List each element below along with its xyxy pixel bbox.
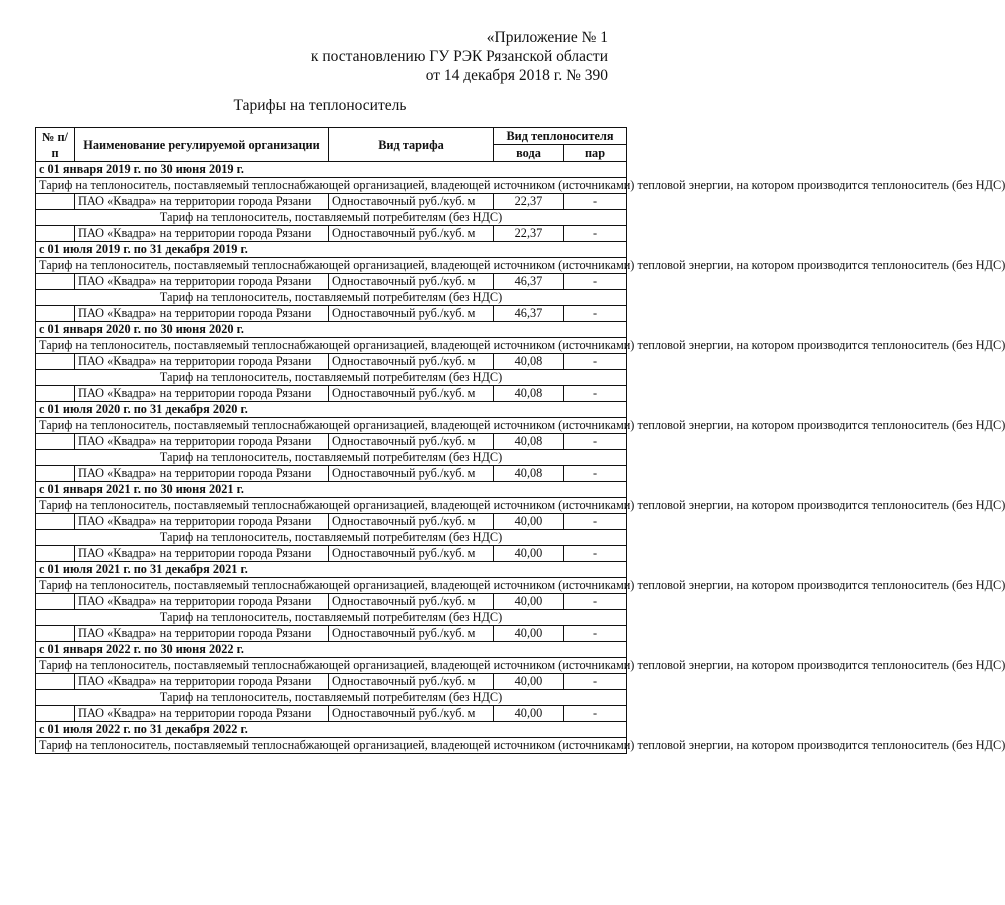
- tariff-type-cell: Одноставочный руб./куб. м: [329, 626, 494, 642]
- table-row: [36, 306, 627, 322]
- steam-value-cell: -: [564, 194, 627, 210]
- description-row: [36, 290, 627, 306]
- header-type: Вид тарифа: [329, 128, 494, 162]
- row-number-cell: [36, 466, 75, 482]
- own-source-description: Тариф на теплоноситель, поставляемый теплоснабжающей организацией, владеющей источником (источниками) тепловой энергии, на котором производится теплоноситель (без НДС): [36, 338, 627, 354]
- steam-value-cell: -: [564, 706, 627, 722]
- consumers-description: Тариф на теплоноситель, поставляемый потребителям (без НДС): [36, 370, 627, 386]
- steam-value-cell: -: [564, 274, 627, 290]
- table-row: [36, 626, 627, 642]
- period-label: с 01 января 2019 г. по 30 июня 2019 г.: [36, 162, 627, 178]
- water-value-cell: 40,00: [494, 594, 564, 610]
- tariff-type-cell: Одноставочный руб./куб. м: [329, 354, 494, 370]
- steam-value-cell: -: [564, 306, 627, 322]
- period-label: с 01 января 2021 г. по 30 июня 2021 г.: [36, 482, 627, 498]
- table-row: [36, 594, 627, 610]
- description-row: [36, 738, 627, 754]
- tariff-type-cell: Одноставочный руб./куб. м: [329, 194, 494, 210]
- tariff-type-cell: Одноставочный руб./куб. м: [329, 514, 494, 530]
- period-row: [36, 162, 627, 178]
- tariff-type-cell: Одноставочный руб./куб. м: [329, 706, 494, 722]
- row-number-cell: [36, 546, 75, 562]
- table-row: [36, 194, 627, 210]
- description-row: [36, 578, 627, 594]
- description-row: [36, 370, 627, 386]
- water-value-cell: 40,00: [494, 626, 564, 642]
- org-name-cell: ПАО «Квадра» на территории города Рязани: [75, 434, 329, 450]
- consumers-description: Тариф на теплоноситель, поставляемый потребителям (без НДС): [36, 450, 627, 466]
- row-number-cell: [36, 674, 75, 690]
- period-label: с 01 июля 2021 г. по 31 декабря 2021 г.: [36, 562, 627, 578]
- steam-value-cell: -: [564, 546, 627, 562]
- row-number-cell: [36, 434, 75, 450]
- water-value-cell: 40,00: [494, 706, 564, 722]
- row-number-cell: [36, 274, 75, 290]
- water-value-cell: 40,08: [494, 386, 564, 402]
- consumers-description: Тариф на теплоноситель, поставляемый потребителям (без НДС): [36, 210, 627, 226]
- steam-value-cell: -: [564, 226, 627, 242]
- header-num: № п/п: [36, 128, 75, 162]
- org-name-cell: ПАО «Квадра» на территории города Рязани: [75, 546, 329, 562]
- table-row: [36, 226, 627, 242]
- row-number-cell: [36, 514, 75, 530]
- header-water: вода: [494, 145, 564, 162]
- table-row: [36, 546, 627, 562]
- steam-value-cell: -: [564, 386, 627, 402]
- description-row: [36, 530, 627, 546]
- description-row: [36, 610, 627, 626]
- row-number-cell: [36, 594, 75, 610]
- period-row: [36, 402, 627, 418]
- table-row: [36, 674, 627, 690]
- table-row: [36, 514, 627, 530]
- steam-value-cell: -: [564, 594, 627, 610]
- water-value-cell: 40,00: [494, 514, 564, 530]
- period-label: с 01 января 2020 г. по 30 июня 2020 г.: [36, 322, 627, 338]
- period-row: [36, 722, 627, 738]
- description-row: [36, 450, 627, 466]
- consumers-description: Тариф на теплоноситель, поставляемый потребителям (без НДС): [36, 690, 627, 706]
- appendix-line: «Приложение № 1: [486, 29, 608, 46]
- tariff-table: [35, 127, 1005, 754]
- row-number-cell: [36, 386, 75, 402]
- tariff-type-cell: Одноставочный руб./куб. м: [329, 546, 494, 562]
- row-number-cell: [36, 354, 75, 370]
- description-row: [36, 178, 627, 194]
- table-row: [36, 466, 627, 482]
- table-body: [36, 162, 1005, 754]
- description-row: [36, 210, 627, 226]
- row-number-cell: [36, 706, 75, 722]
- steam-value-cell: -: [564, 674, 627, 690]
- table-header: [36, 128, 627, 162]
- period-row: [36, 322, 627, 338]
- period-row: [36, 242, 627, 258]
- org-name-cell: ПАО «Квадра» на территории города Рязани: [75, 706, 329, 722]
- tariff-type-cell: Одноставочный руб./куб. м: [329, 226, 494, 242]
- org-name-cell: ПАО «Квадра» на территории города Рязани: [75, 626, 329, 642]
- org-name-cell: ПАО «Квадра» на территории города Рязани: [75, 386, 329, 402]
- table-row: [36, 386, 627, 402]
- period-label: с 01 июля 2019 г. по 31 декабря 2019 г.: [36, 242, 627, 258]
- water-value-cell: 22,37: [494, 194, 564, 210]
- period-label: с 01 июля 2022 г. по 31 декабря 2022 г.: [36, 722, 627, 738]
- period-row: [36, 562, 627, 578]
- tariff-type-cell: Одноставочный руб./куб. м: [329, 594, 494, 610]
- steam-value-cell: -: [564, 354, 627, 370]
- water-value-cell: 22,37: [494, 226, 564, 242]
- tariff-type-cell: Одноставочный руб./куб. м: [329, 274, 494, 290]
- org-name-cell: ПАО «Квадра» на территории города Рязани: [75, 594, 329, 610]
- tariff-type-cell: Одноставочный руб./куб. м: [329, 674, 494, 690]
- org-name-cell: ПАО «Квадра» на территории города Рязани: [75, 674, 329, 690]
- appendix-reference: [248, 28, 608, 85]
- steam-value-cell: -: [564, 434, 627, 450]
- row-number-cell: [36, 226, 75, 242]
- consumers-description: Тариф на теплоноситель, поставляемый потребителям (без НДС): [36, 530, 627, 546]
- tariff-type-cell: Одноставочный руб./куб. м: [329, 386, 494, 402]
- own-source-description: Тариф на теплоноситель, поставляемый теплоснабжающей организацией, владеющей источником (источниками) тепловой энергии, на котором производится теплоноситель (без НДС): [36, 418, 627, 434]
- org-name-cell: ПАО «Квадра» на территории города Рязани: [75, 226, 329, 242]
- org-name-cell: ПАО «Квадра» на территории города Рязани: [75, 354, 329, 370]
- appendix-line: к постановлению ГУ РЭК Рязанской области: [310, 48, 608, 65]
- water-value-cell: 46,37: [494, 274, 564, 290]
- description-row: [36, 258, 627, 274]
- water-value-cell: 40,08: [494, 466, 564, 482]
- description-row: [36, 498, 627, 514]
- org-name-cell: ПАО «Квадра» на территории города Рязани: [75, 274, 329, 290]
- description-row: [36, 690, 627, 706]
- tariff-type-cell: Одноставочный руб./куб. м: [329, 466, 494, 482]
- period-label: с 01 июля 2020 г. по 31 декабря 2020 г.: [36, 402, 627, 418]
- description-row: [36, 658, 627, 674]
- steam-value-cell: -: [564, 466, 627, 482]
- water-value-cell: 46,37: [494, 306, 564, 322]
- own-source-description: Тариф на теплоноситель, поставляемый теплоснабжающей организацией, владеющей источником (источниками) тепловой энергии, на котором производится теплоноситель (без НДС): [36, 578, 627, 594]
- table-row: [36, 354, 627, 370]
- consumers-description: Тариф на теплоноситель, поставляемый потребителям (без НДС): [36, 610, 627, 626]
- document-title: Тарифы на теплоноситель: [233, 97, 407, 114]
- appendix-line: от 14 декабря 2018 г. № 390: [425, 67, 608, 84]
- consumers-description: Тариф на теплоноситель, поставляемый потребителям (без НДС): [36, 290, 627, 306]
- org-name-cell: ПАО «Квадра» на территории города Рязани: [75, 306, 329, 322]
- steam-value-cell: -: [564, 514, 627, 530]
- table-row: [36, 434, 627, 450]
- description-row: [36, 418, 627, 434]
- water-value-cell: 40,08: [494, 354, 564, 370]
- row-number-cell: [36, 194, 75, 210]
- header-carrier: Вид теплоносителя: [494, 128, 627, 145]
- row-number-cell: [36, 626, 75, 642]
- own-source-description: Тариф на теплоноситель, поставляемый теплоснабжающей организацией, владеющей источником (источниками) тепловой энергии, на котором производится теплоноситель (без НДС): [36, 258, 627, 274]
- water-value-cell: 40,00: [494, 674, 564, 690]
- own-source-description: Тариф на теплоноситель, поставляемый теплоснабжающей организацией, владеющей источником (источниками) тепловой энергии, на котором производится теплоноситель (без НДС): [36, 738, 627, 754]
- tariff-type-cell: Одноставочный руб./куб. м: [329, 434, 494, 450]
- period-label: с 01 января 2022 г. по 30 июня 2022 г.: [36, 642, 627, 658]
- period-row: [36, 642, 627, 658]
- description-row: [36, 338, 627, 354]
- table-row: [36, 274, 627, 290]
- water-value-cell: 40,00: [494, 546, 564, 562]
- tariff-type-cell: Одноставочный руб./куб. м: [329, 306, 494, 322]
- water-value-cell: 40,08: [494, 434, 564, 450]
- own-source-description: Тариф на теплоноситель, поставляемый теплоснабжающей организацией, владеющей источником (источниками) тепловой энергии, на котором производится теплоноситель (без НДС): [36, 658, 627, 674]
- org-name-cell: ПАО «Квадра» на территории города Рязани: [75, 466, 329, 482]
- period-row: [36, 482, 627, 498]
- org-name-cell: ПАО «Квадра» на территории города Рязани: [75, 194, 329, 210]
- table-row: [36, 706, 627, 722]
- row-number-cell: [36, 306, 75, 322]
- org-name-cell: ПАО «Квадра» на территории города Рязани: [75, 514, 329, 530]
- own-source-description: Тариф на теплоноситель, поставляемый теплоснабжающей организацией, владеющей источником (источниками) тепловой энергии, на котором производится теплоноситель (без НДС): [36, 178, 627, 194]
- header-org: Наименование регулируемой организации: [75, 128, 329, 162]
- steam-value-cell: -: [564, 626, 627, 642]
- header-steam: пар: [564, 145, 627, 162]
- own-source-description: Тариф на теплоноситель, поставляемый теплоснабжающей организацией, владеющей источником (источниками) тепловой энергии, на котором производится теплоноситель (без НДС): [36, 498, 627, 514]
